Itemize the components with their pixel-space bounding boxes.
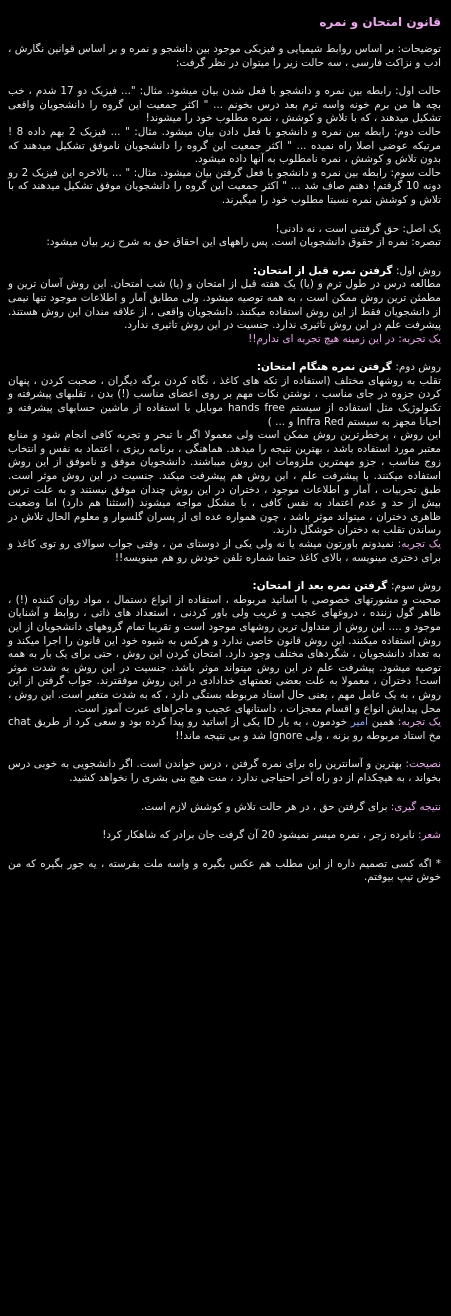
experience-paragraph	[8, 333, 441, 347]
method-heading	[8, 361, 441, 375]
hands-free-term: hands free	[227, 402, 285, 415]
method-text: و ... )	[267, 415, 297, 428]
note-paragraph	[8, 236, 441, 250]
experience-paragraph	[8, 538, 441, 565]
method-heading	[8, 265, 441, 279]
case-item	[8, 85, 441, 126]
intro-text: بر اساس روابط شیمیایی و فیزیکی موجود بین دانشجو و نمره و بر اساس قوانین نگارش ، ادب و نزاکت فارسی ، سه حالت زیر را میتوان در نظر گرفت:	[8, 43, 441, 69]
cases-section	[8, 85, 441, 207]
conclusion-paragraph	[8, 801, 441, 815]
case-label: حالت اول:	[395, 85, 441, 98]
experience-text: در این زمینه هیچ تجربه ای ندارم!!	[248, 332, 399, 345]
poem-text: نابرده زجر ، نمره میسر نمیشود 20 آن گرفت جان برادر که شاهکار کرد!	[102, 829, 419, 842]
method-body: صحبت و مشورتهای خصوصی با اساتید مربوطه ، استفاده از انواع دستمال ، مواد روان کننده (!) ، ظاهر گول زننده ، دروغهای عجیب و غریب ولی باور کردنی ، استعداد های ذاتی ، روابط و آشنایان موجود و .... این روش از متداول ترین روشهای موجود است و تقریبا تمام گروههای دانشجویان از این روش استفاده میکنند. این روش قانون خاصی ندارد و هرکس به شیوه خود این قانون را اجرا میکند و به تعداد دانشجویان ، شگردهای مختلف وجود دارد. امتحان کردن این روش ، حتی برای یک بار به همه توصیه میشود. پیشرفت علم در این روش میتواند موثر باشد. جنسیت در این روش به شدت موثر است! دختران ، معمولا به علت بعضی نعمتهای خدادادی در این روش موفقترند. جواب گرفتن از این روش ، به یک عامل مهم ، یعنی حال استاد مربوطه بستگی دارد ، که به شدت متغیر است. این روش ، محل پیدایش انواع و اقسام معجزات ، داستانهای عجیب و ماجراهای عبرت آموز است.	[8, 593, 441, 715]
method-body	[8, 375, 441, 429]
case-text: رابطه بین نمره و دانشجو با فعل گرفتن بیان میشود. مثال: " ... بالاخره این فیزیک 2 رو دونه 10 گرفتم! دهنم صاف شد ... " اکثر جمعیت این گروه را دانشجویان موفق تشکیل میدهند که با تلاش و کوشش نمره نسبتا مطلوب خود را میگیرند.	[8, 166, 441, 206]
footnote: * اگه کسی تصمیم داره از این مطلب هم عکس بگیره و واسه ملت بفرسته ، یه جور بگیره که من خوش تیپ بیوفتم.	[8, 857, 441, 884]
amir-link[interactable]: امیر	[350, 716, 369, 729]
infra-red-term: Infra Red	[296, 415, 344, 428]
advice-text: بهترین و آسانترین راه برای نمره گرفتن ، درس خواندن است. اگر دانشجویی به خوبی درس بخواند ، به هیچکدام از دو راه آخر احتیاجی ندارد ، منت هیچ بنی بشری را نخواهد کشید.	[8, 758, 441, 784]
method-body: مطالعه درس در طول ترم و (یا) یک هفته قبل از امتحان و (یا) شب امتحان. این روش آسان ترین و مطمئن ترین روش ممکن است ، به همه توصیه میشود. ولی مطابق آمار و اطلاعات موجود تنها نیمی از دانشجویان فقط از این روش استفاده میکنند. دانشجویان واقعی ، از علاقه مندان این روش هستند. پیشرفت علم در این روش تاثیری ندارد. جنسیت در این روش تاثیری ندارد.	[8, 278, 441, 332]
method-heading	[8, 580, 441, 594]
case-text: رابطه بین نمره و دانشجو با فعل دادن بیان میشود. مثال: " ... فیزیک 2 بهم داده 8 ! مرتیکه عوضی اصلا راه نمیده ... " اکثر جمعیت این گروه را دانشجویان ناموفق تشکیل میدهند که بدون تلاش و کوشش ، نمره نامطلوب به آنها داده میشود.	[8, 125, 441, 166]
case-label: حالت دوم:	[393, 125, 442, 138]
case-item	[8, 126, 441, 167]
poem-label: شعر:	[418, 829, 441, 842]
method-label: روش اول:	[396, 264, 441, 277]
method-text: موبایل با استفاده از ماشین حسابهای پیشرفته و احیانا مجهز به سیستم	[8, 402, 441, 428]
method-title: گرفتن نمره قبل از امتحان:	[253, 264, 397, 277]
principle-line: یک اصل: حق گرفتنی است ، نه دادنی!	[275, 222, 441, 235]
experience-text: نمیدونم باورتون میشه یا نه ولی یکی از دوستای من ، وقتی جواب سوالای رو توی کاغذ و برای دختری مینویسه ، بالای کاغذ حتما شماره تلفن خودش رو هم مینویسه!!	[8, 538, 441, 564]
method-2-section	[8, 361, 441, 565]
intro-paragraph	[8, 43, 441, 70]
poem-paragraph	[8, 829, 441, 843]
conclusion-label: نتیجه گیری:	[390, 800, 441, 813]
page-title: قانون امتحان و نمره	[319, 15, 441, 29]
experience-label: یک تجربه:	[398, 332, 441, 345]
method-text: تقلب به روشهای مختلف (استفاده از تکه های کاغذ ، نگاه کردن برگه دیگران ، صحبت کردن ، پنهان کردن جزوه در جای مناسب ، نوشتن نکات مهم بر روی اعضای مناسب (!) بدن ، تقلبهای پیشرفته و تکنولوژیک مثل استفاده از سیستم	[8, 374, 441, 415]
method-title: گرفتن نمره هنگام امتحان:	[256, 361, 396, 374]
conclusion-text: برای گرفتن حق ، در هر حالت تلاش و کوشش لازم است.	[141, 800, 391, 813]
method-title: گرفتن نمره بعد از امتحان:	[252, 580, 391, 593]
case-text: رابطه بین نمره و دانشجو با فعل شدن بیان میشود. مثال: "... فیزیک دو 17 شدم ، خب بچه ها من برم خونه واسه ترم بعد درس بخونم ... " اکثر جمعیت این گروه را دانشجویان واقعی تشکیل میدهند ، که با تلاش و کوشش ، نمره مطلوب خود را میشوند!	[8, 85, 441, 125]
case-label: حالت سوم:	[390, 166, 441, 179]
method-body: این روش ، پرخطرترین روش ممکن است ولی معمولا اگر با تبحر و تجربه کافی انجام شود و منابع معتبر مورد استفاده باشد ، بهترین نتیجه را میدهد. هماهنگی ، برنامه ریزی ، اعتماد به نفس و انتخاب زوج مناسب ، جزو مهمترین ملزومات این روش میباشند. دانشجویان موفق و ناموفق از این روش استفاده میکنند. با پیشرفت علم ، این روش هم پیشرفت میکند. جنسیت در این روش موثر است. طبق تجربیات ، آمار و اطلاعات موجود ، دختران در این روش چندان موفق نیستند و به علت ترس بیش از حد و عدم اعتماد به نفس کافی ، با مشکل مواجه میشوند (استثنا هم دارد) اما وضعیت ظاهری دختران ، میتواند موثر باشد ، چون همواره عده ای از پسران گلسوار و معلوم الحال تلاش در رساندن تقلب به دختران خوشگل دارند.	[8, 429, 441, 537]
method-3-section	[8, 580, 441, 743]
method-label: روش دوم:	[395, 361, 441, 374]
intro-label: توضیحات:	[397, 43, 441, 55]
experience-label: یک تجربه:	[397, 716, 441, 729]
advice-label: نصیحت:	[405, 758, 441, 771]
experience-text: همین	[368, 716, 398, 729]
method-label: روش سوم:	[390, 580, 441, 593]
note-label: تبصره:	[411, 236, 441, 249]
advice-paragraph	[8, 758, 441, 785]
experience-paragraph	[8, 716, 441, 743]
experience-label: یک تجربه:	[397, 538, 442, 550]
case-item	[8, 167, 441, 208]
experience-text: خودمون ، یه بار ID یکی از اساتید رو پیدا کرده بود و سعی کرد از طریق chat مخ استاد مربوطه رو بزنه ، ولی Ignore شد و بی نتیجه ماند!!	[8, 716, 441, 742]
note-text: نمره از حقوق دانشجویان است. پس راههای این احقاق حق به شرح زیر بیان میشود:	[46, 236, 412, 249]
method-1-section	[8, 265, 441, 347]
